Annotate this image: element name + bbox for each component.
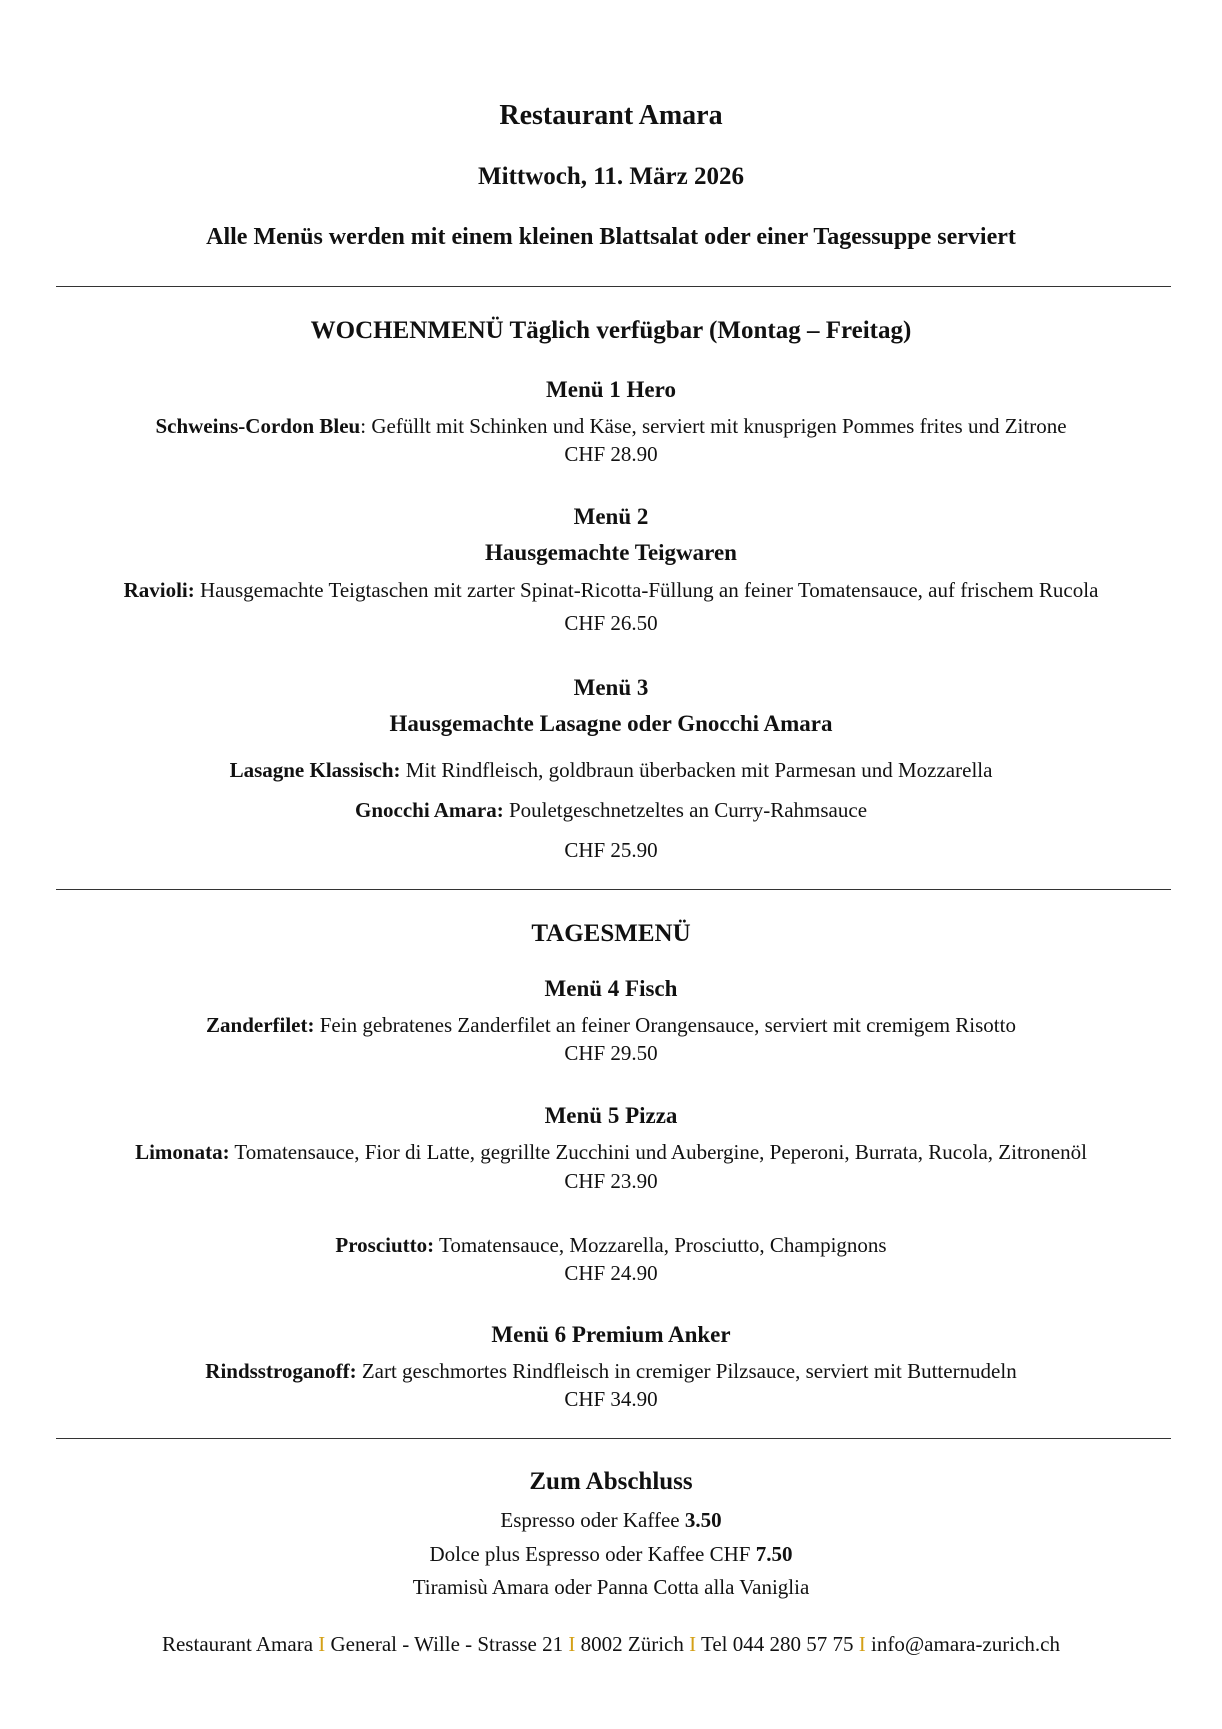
abschluss-line-1 [0,1508,1222,1533]
dish-description: Pouletgeschnetzeltes an Curry-Rahmsauce [503,798,868,822]
menu-2-title: Menü 2 [573,504,649,529]
dish-description: Zart geschmortes Rindfleisch in cremiger Pilzsauce, serviert mit Butternudeln [356,1359,1017,1383]
divider [56,889,1171,890]
menu-4-description [0,1013,1222,1038]
menu-6-description [0,1359,1222,1384]
dish-description: Hausgemachte Teigtaschen mit zarter Spinat-Ricotta-Füllung an feiner Tomatensauce, auf frischem Rucola [194,578,1099,602]
menu-note: Alle Menüs werden mit einem kleinen Blattsalat oder einer Tagessuppe serviert [206,224,1016,250]
footer-city: 8002 Zürich [575,1632,690,1656]
menu-4-title: Menü 4 Fisch [544,976,678,1001]
menu-3-dish-1 [0,758,1222,783]
footer-phone: Tel 044 280 57 75 [696,1632,859,1656]
menu-6-price: CHF 34.90 [564,1387,658,1411]
item-price: 7.50 [755,1542,793,1566]
item-text: Espresso oder Kaffee [500,1508,685,1532]
menu-5-price-2: CHF 24.90 [564,1261,658,1285]
menu-6-title: Menü 6 Premium Anker [491,1322,731,1347]
dish-name: Ravioli: [123,578,195,602]
section-heading-abschluss: Zum Abschluss [529,1468,693,1495]
dish-description: Tomatensauce, Fior di Latte, gegrillte Zucchini und Aubergine, Peperoni, Burrata, Rucola, Zitronenöl [229,1140,1087,1164]
abschluss-line-3: Tiramisù Amara oder Panna Cotta alla Vaniglia [412,1575,810,1599]
dish-name: Limonata: [135,1140,230,1164]
dish-description: Mit Rindfleisch, goldbraun überbacken mit Parmesan und Mozzarella [400,758,993,782]
menu-5-dish-2 [0,1233,1222,1258]
dish-name: Rindsstroganoff: [205,1359,357,1383]
menu-3-subtitle: Hausgemachte Lasagne oder Gnocchi Amara [389,711,833,736]
menu-3-price: CHF 25.90 [564,838,658,862]
menu-3-title: Menü 3 [573,675,649,700]
menu-2-subtitle: Hausgemachte Teigwaren [485,540,737,565]
menu-4-price: CHF 29.50 [564,1041,658,1065]
footer-separator: I [858,1632,866,1656]
dish-description: : Gefüllt mit Schinken und Käse, serviert mit knusprigen Pommes frites und Zitrone [360,414,1067,438]
dish-name: Schweins-Cordon Bleu [155,414,361,438]
footer-separator: I [318,1632,326,1656]
footer-email[interactable]: info@amara-zurich.ch [865,1632,1061,1656]
section-heading-tagesmenu: TAGESMENÜ [531,920,691,947]
dish-description: Fein gebratenes Zanderfilet an feiner Orangensauce, serviert mit cremigem Risotto [314,1013,1016,1037]
dish-name: Prosciutto: [335,1233,435,1257]
item-price: 3.50 [684,1508,722,1532]
dish-name: Lasagne Klassisch: [229,758,401,782]
restaurant-title: Restaurant Amara [499,100,723,131]
menu-5-title: Menü 5 Pizza [544,1103,678,1128]
menu-2-description [0,578,1222,603]
footer-address: General - Wille - Strasse 21 [325,1632,569,1656]
footer-separator: I [568,1632,576,1656]
section-heading-wochenmenu: WOCHENMENÜ Täglich verfügbar (Montag – Freitag) [310,317,912,344]
divider [56,1438,1171,1439]
menu-date: Mittwoch, 11. März 2026 [478,163,744,190]
divider [56,286,1171,287]
menu-5-dish-1 [0,1140,1222,1165]
footer-name: Restaurant Amara [161,1632,319,1656]
dish-name: Gnocchi Amara: [354,798,504,822]
dish-name: Zanderfilet: [206,1013,315,1037]
footer-separator: I [689,1632,697,1656]
menu-5-price-1: CHF 23.90 [564,1169,658,1193]
menu-3-dish-2 [0,798,1222,823]
menu-2-price: CHF 26.50 [564,611,658,635]
menu-1-title: Menü 1 Hero [546,377,676,402]
dish-description: Tomatensauce, Mozzarella, Prosciutto, Champignons [434,1233,887,1257]
item-text: Dolce plus Espresso oder Kaffee CHF [429,1542,756,1566]
menu-1-price: CHF 28.90 [564,442,658,466]
menu-1-description [0,414,1222,439]
abschluss-line-2 [0,1542,1222,1567]
footer [0,1632,1222,1657]
